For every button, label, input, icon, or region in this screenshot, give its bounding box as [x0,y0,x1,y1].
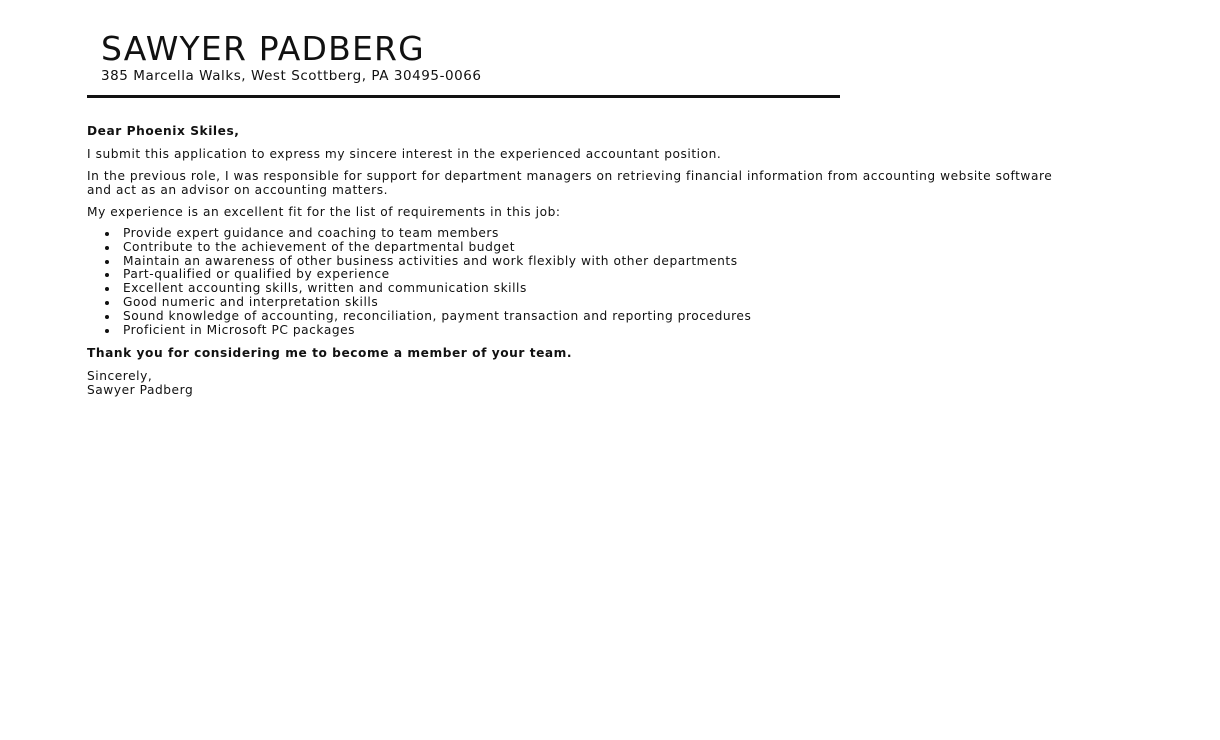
intro-paragraph: I submit this application to express my sincere interest in the experienced accountant position. [87,147,722,161]
closing-statement: Thank you for considering me to become a member of your team. [87,346,573,361]
cover-letter-page [87,0,1087,397]
header-divider [87,95,840,98]
list-item: Provide expert guidance and coaching to team members [123,227,1087,241]
list-item: Contribute to the achievement of the departmental budget [123,241,1087,255]
letter-body [87,124,1087,397]
applicant-address: 385 Marcella Walks, West Scottberg, PA 30495-0066 [101,68,482,84]
list-item: Good numeric and interpretation skills [123,296,1087,310]
list-item: Sound knowledge of accounting, reconciliation, payment transaction and reporting procedures [123,310,1087,324]
list-item: Excellent accounting skills, written and communication skills [123,282,1087,296]
requirements-intro: My experience is an excellent fit for the list of requirements in this job: [87,205,561,219]
signoff-block [87,369,1087,397]
letter-header [87,0,1087,84]
experience-paragraph: In the previous role, I was responsible for support for department managers on retrieving financial information from accounting website software and act as an advisor on accounting matters. [87,169,1053,197]
list-item: Maintain an awareness of other business activities and work flexibly with other departments [123,255,1087,269]
list-item: Proficient in Microsoft PC packages [123,324,1087,338]
list-item: Part-qualified or qualified by experience [123,268,1087,282]
signoff: Sincerely, [87,369,153,384]
salutation: Dear Phoenix Skiles, [87,124,240,138]
requirements-list [87,227,1087,337]
signature: Sawyer Padberg [87,383,194,398]
applicant-name: SAWYER PADBERG [101,29,425,68]
